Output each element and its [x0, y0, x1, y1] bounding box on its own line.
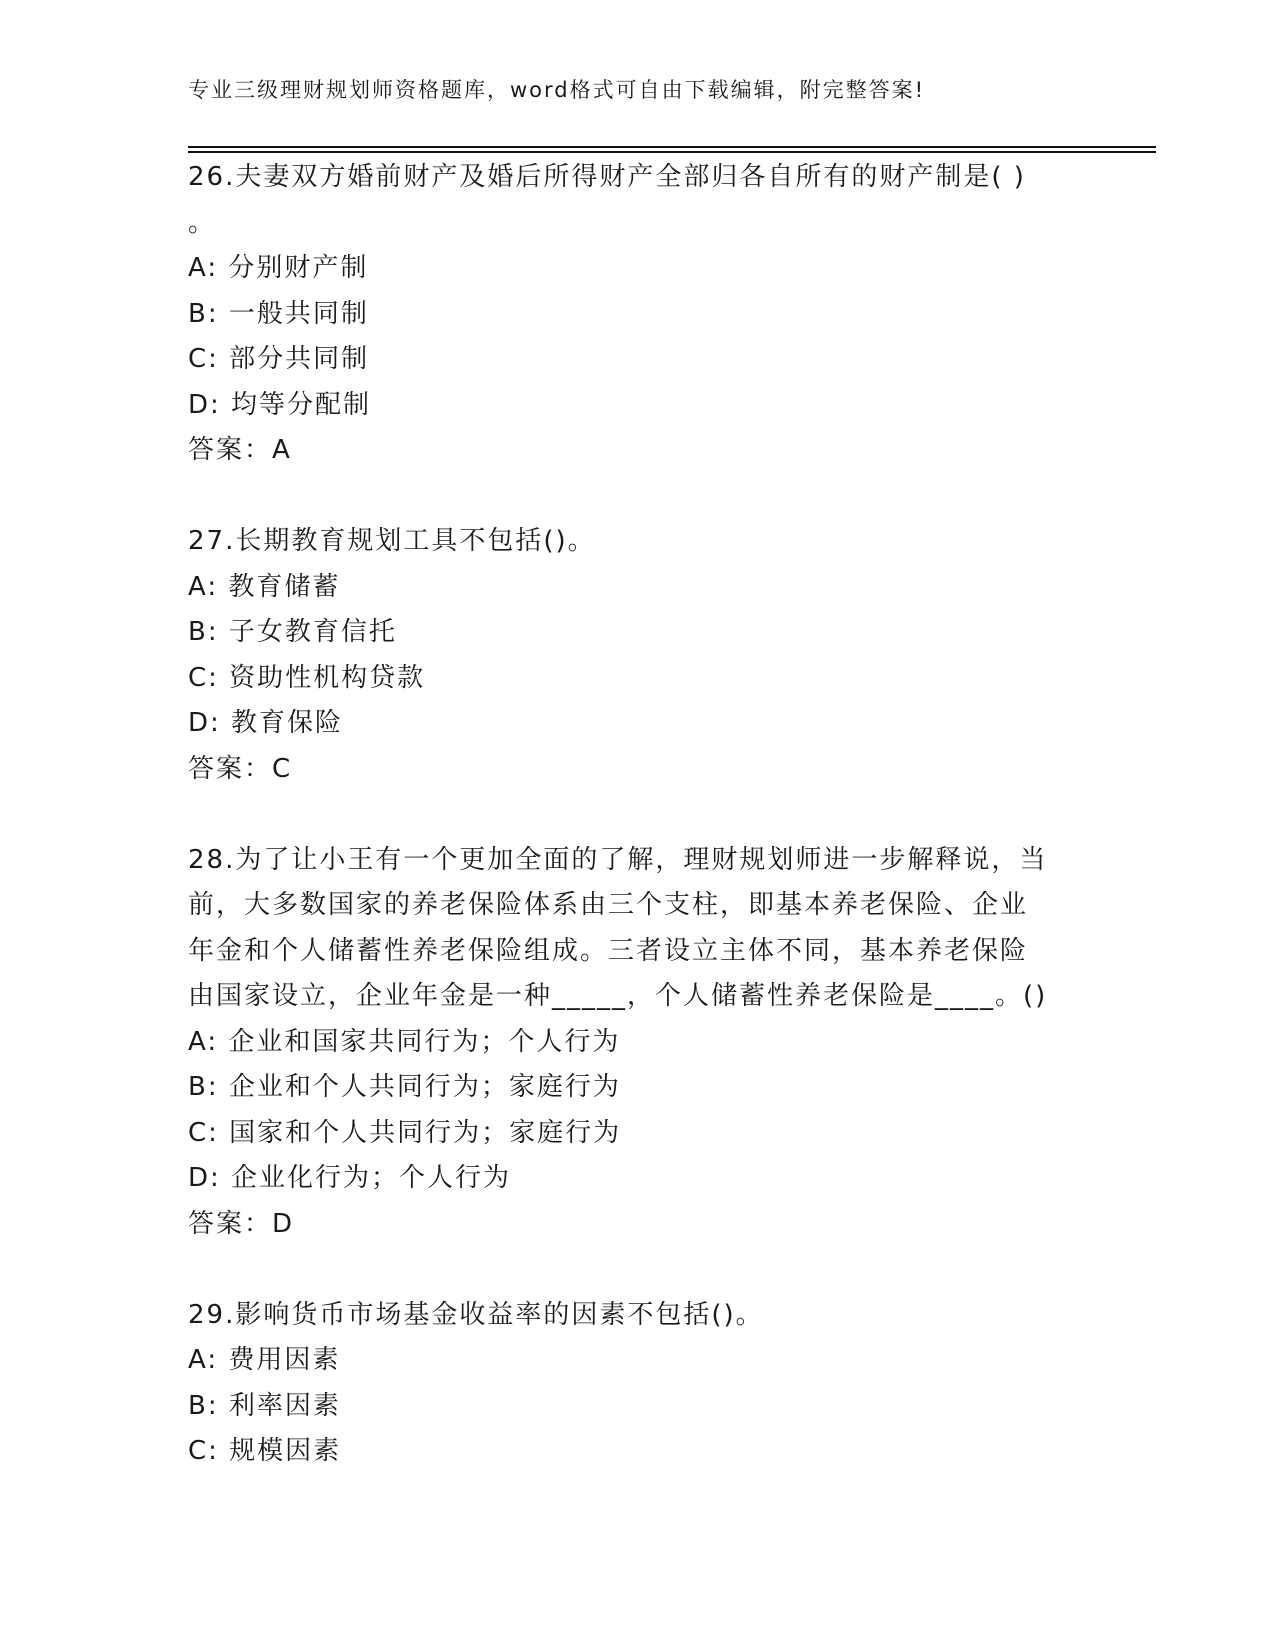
question-stem: 。 — [188, 207, 217, 238]
option-a: A: 分别财产制 — [188, 253, 369, 283]
option-b: B: 一般共同制 — [188, 298, 369, 329]
option-b: B: 企业和个人共同行为；家庭行为 — [188, 1072, 621, 1102]
option-b: B: 子女教育信托 — [188, 617, 397, 647]
option-d: D: 均等分配制 — [188, 389, 372, 420]
option-a: A: 费用因素 — [188, 1345, 341, 1375]
option-d: D: 教育保险 — [188, 708, 344, 738]
question-stem: 28.为了让小王有一个更加全面的了解，理财规划师进一步解释说，当 — [188, 844, 1048, 875]
option-c: C: 部分共同制 — [188, 344, 370, 374]
header-rule — [188, 151, 1156, 153]
question-stem: 年金和个人储蓄性养老保险组成。三者设立主体不同，基本养老保险 — [188, 935, 1029, 966]
question-block — [188, 519, 1088, 792]
answer: 答案：A — [188, 435, 292, 465]
header-rule — [188, 146, 1156, 148]
question-list — [188, 155, 1088, 1475]
question-stem: 前，大多数国家的养老保险体系由三个支柱，即基本养老保险、企业 — [188, 890, 1029, 920]
option-c: C: 国家和个人共同行为；家庭行为 — [188, 1117, 622, 1148]
question-stem: 26.夫妻双方婚前财产及婚后所得财产全部归各自所有的财产制是( ) — [188, 162, 1026, 192]
option-a: A: 教育储蓄 — [188, 571, 341, 602]
question-block — [188, 1293, 1088, 1475]
spacer — [188, 792, 1088, 838]
question-block — [188, 155, 1088, 474]
option-c: C: 资助性机构贷款 — [188, 662, 426, 693]
option-c: C: 规模因素 — [188, 1436, 342, 1466]
question-stem: 由国家设立，企业年金是一种_____，个人储蓄性养老保险是____。() — [188, 981, 1048, 1011]
question-stem: 29.影响货币市场基金收益率的因素不包括()。 — [188, 1299, 764, 1330]
page-header: 专业三级理财规划师资格题库，word格式可自由下载编辑，附完整答案! — [188, 78, 926, 102]
question-stem: 27.长期教育规划工具不包括()。 — [188, 526, 596, 556]
option-d: D: 企业化行为；个人行为 — [188, 1163, 512, 1193]
option-a: A: 企业和国家共同行为；个人行为 — [188, 1026, 621, 1057]
spacer — [188, 1247, 1088, 1293]
spacer — [188, 474, 1088, 520]
question-block — [188, 838, 1088, 1248]
answer: 答案：C — [188, 753, 293, 784]
option-b: B: 利率因素 — [188, 1390, 341, 1421]
answer: 答案：D — [188, 1208, 295, 1239]
